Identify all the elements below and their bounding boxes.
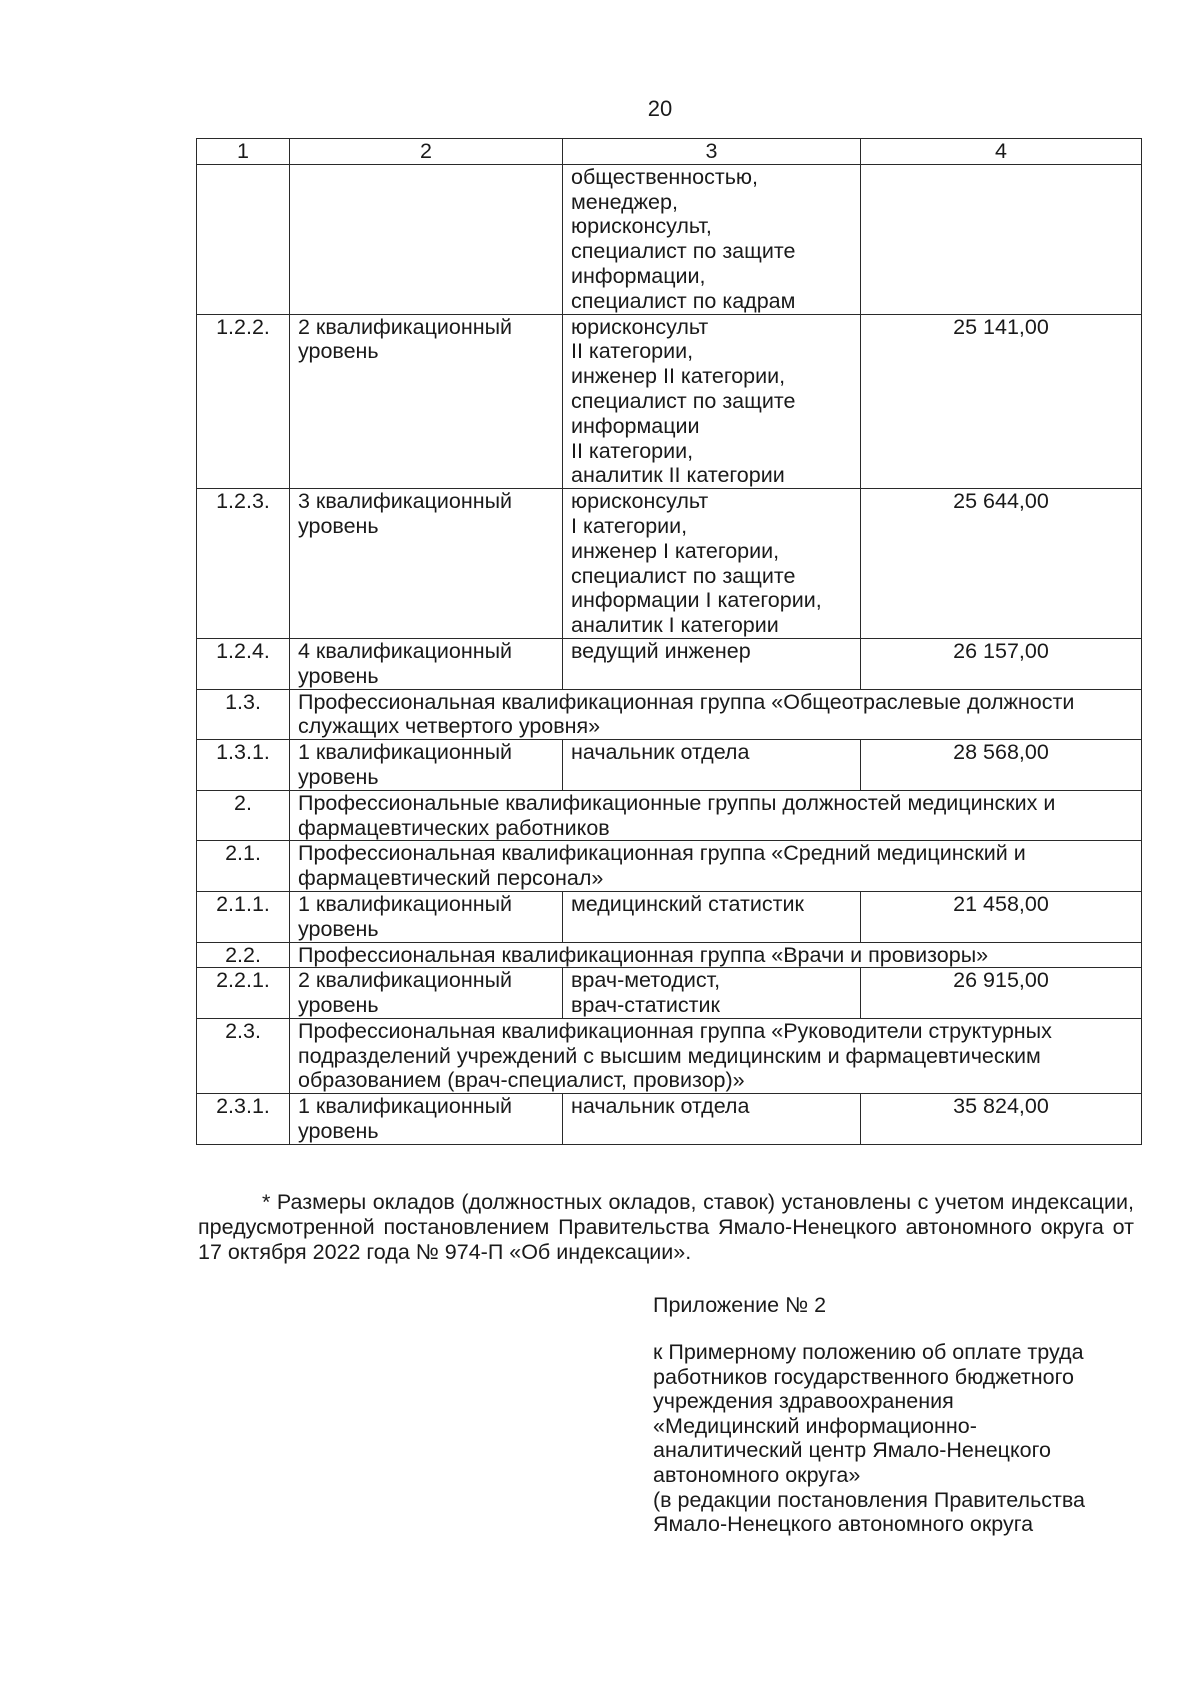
cell-level: 4 квалификационный уровень (290, 638, 563, 689)
cell-level (290, 164, 563, 314)
cell-group-title: Профессиональная квалификационная группа «Руководители структурных подразделений учреждений с высшим медицинским и фармацевтическим образованием (врач-специалист, провизор)» (290, 1018, 1142, 1093)
table-row (197, 891, 1142, 942)
table-row (197, 638, 1142, 689)
table-row (197, 841, 1142, 892)
cell-code (197, 164, 290, 314)
salary-table (196, 138, 1142, 1145)
table-row (197, 1094, 1142, 1145)
cell-code: 2.1.1. (197, 891, 290, 942)
cell-group-title: Профессиональная квалификационная группа «Общеотраслевые должности служащих четвертого уровня» (290, 689, 1142, 740)
cell-level: 3 квалификационный уровень (290, 489, 563, 639)
cell-positions: врач-методист, врач-статистик (563, 968, 861, 1019)
header-col-2: 2 (290, 139, 563, 165)
cell-positions: ведущий инженер (563, 638, 861, 689)
appendix-title: Приложение № 2 (653, 1293, 827, 1317)
cell-code: 1.2.2. (197, 314, 290, 489)
cell-positions: юрисконсульт I категории, инженер I категории, специалист по защите информации I категории, аналитик I категории (563, 489, 861, 639)
cell-code: 2.3. (197, 1018, 290, 1093)
cell-amount: 26 157,00 (861, 638, 1142, 689)
table-row (197, 790, 1142, 841)
cell-group-title: Профессиональная квалификационная группа «Средний медицинский и фармацевтический персонал» (290, 841, 1142, 892)
cell-amount: 28 568,00 (861, 740, 1142, 791)
cell-code: 2. (197, 790, 290, 841)
cell-level: 1 квалификационный уровень (290, 1094, 563, 1145)
cell-level: 1 квалификационный уровень (290, 891, 563, 942)
cell-amount: 25 644,00 (861, 489, 1142, 639)
cell-code: 2.2.1. (197, 968, 290, 1019)
cell-code: 1.3.1. (197, 740, 290, 791)
table-row-continuation (197, 164, 1142, 314)
table-row (197, 489, 1142, 639)
cell-level: 2 квалификационный уровень (290, 968, 563, 1019)
cell-positions: общественностью, менеджер, юрисконсульт, специалист по защите информации, специалист по кадрам (563, 164, 861, 314)
appendix-body: к Примерному положению об оплате труда работников государственного бюджетного учреждения здравоохранения «Медицинский информационно- аналитический центр Ямало-Ненецкого автономного округа» (в редакции постановления Правительства Ямало-Ненецкого автономного округа (653, 1340, 1086, 1537)
table-header-row (197, 139, 1142, 165)
header-col-3: 3 (563, 139, 861, 165)
cell-code: 1.3. (197, 689, 290, 740)
cell-code: 1.2.3. (197, 489, 290, 639)
cell-amount: 26 915,00 (861, 968, 1142, 1019)
cell-amount: 21 458,00 (861, 891, 1142, 942)
cell-code: 2.2. (197, 942, 290, 968)
footnote: * Размеры окладов (должностных окладов, ставок) установлены с учетом индексации, предусмотренной постановлением Правительства Ямало-Ненецкого автономного округа от 17 октября 2022 года № 974-П «Об индексации». (198, 1190, 1134, 1264)
cell-positions: медицинский статистик (563, 891, 861, 942)
table-row (197, 314, 1142, 489)
salary-table-body (197, 139, 1142, 1145)
header-col-4: 4 (861, 139, 1142, 165)
cell-positions: начальник отдела (563, 740, 861, 791)
cell-positions: начальник отдела (563, 1094, 861, 1145)
cell-code: 2.3.1. (197, 1094, 290, 1145)
table-row (197, 942, 1142, 968)
cell-group-title: Профессиональные квалификационные группы должностей медицинских и фармацевтических работников (290, 790, 1142, 841)
table-row (197, 1018, 1142, 1093)
table-row (197, 968, 1142, 1019)
cell-positions: юрисконсульт II категории, инженер II категории, специалист по защите информации II категории, аналитик II категории (563, 314, 861, 489)
table-row (197, 689, 1142, 740)
header-col-1: 1 (197, 139, 290, 165)
cell-amount (861, 164, 1142, 314)
table-row (197, 740, 1142, 791)
cell-group-title: Профессиональная квалификационная группа «Врачи и провизоры» (290, 942, 1142, 968)
cell-amount: 35 824,00 (861, 1094, 1142, 1145)
cell-level: 1 квалификационный уровень (290, 740, 563, 791)
cell-level: 2 квалификационный уровень (290, 314, 563, 489)
cell-code: 2.1. (197, 841, 290, 892)
cell-code: 1.2.4. (197, 638, 290, 689)
page-number: 20 (647, 96, 673, 121)
cell-amount: 25 141,00 (861, 314, 1142, 489)
